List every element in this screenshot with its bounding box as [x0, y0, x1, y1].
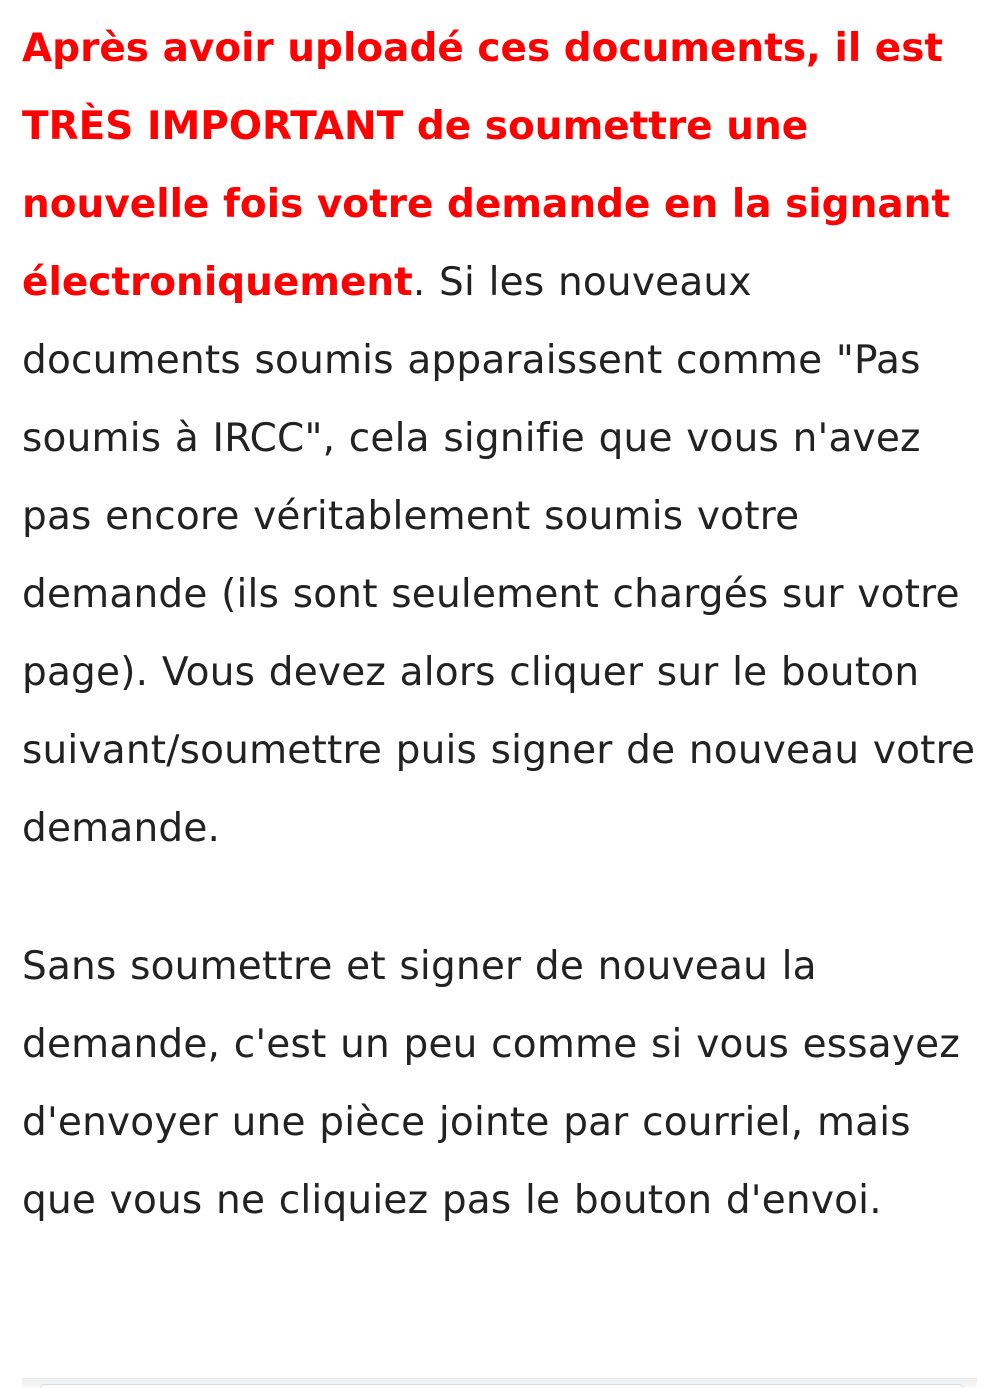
paragraph-important-notice — [22, 10, 977, 868]
paragraph-1-text: . Si les nouveaux documents soumis apparaissent comme "Pas soumis à IRCC", cela signifie que vous n'avez pas encore véritablement soumis votre demande (ils sont seulement chargés sur votre page). Vous devez alors cliquer sur le bouton suivant/soumettre puis signer de nouveau votre demande. — [22, 260, 976, 851]
next-card-edge — [40, 1384, 963, 1388]
article-body — [22, 10, 977, 1240]
important-highlight-text: Après avoir uploadé ces documents, il est TRÈS IMPORTANT de soumettre une nouvelle fois votre demande en la signant électroniquement — [22, 26, 951, 305]
paragraph-email-analogy: Sans soumettre et signer de nouveau la demande, c'est un peu comme si vous essayez d'envoyer une pièce jointe par courriel, mais que vous ne cliquiez pas le bouton d'envoi. — [22, 944, 961, 1223]
